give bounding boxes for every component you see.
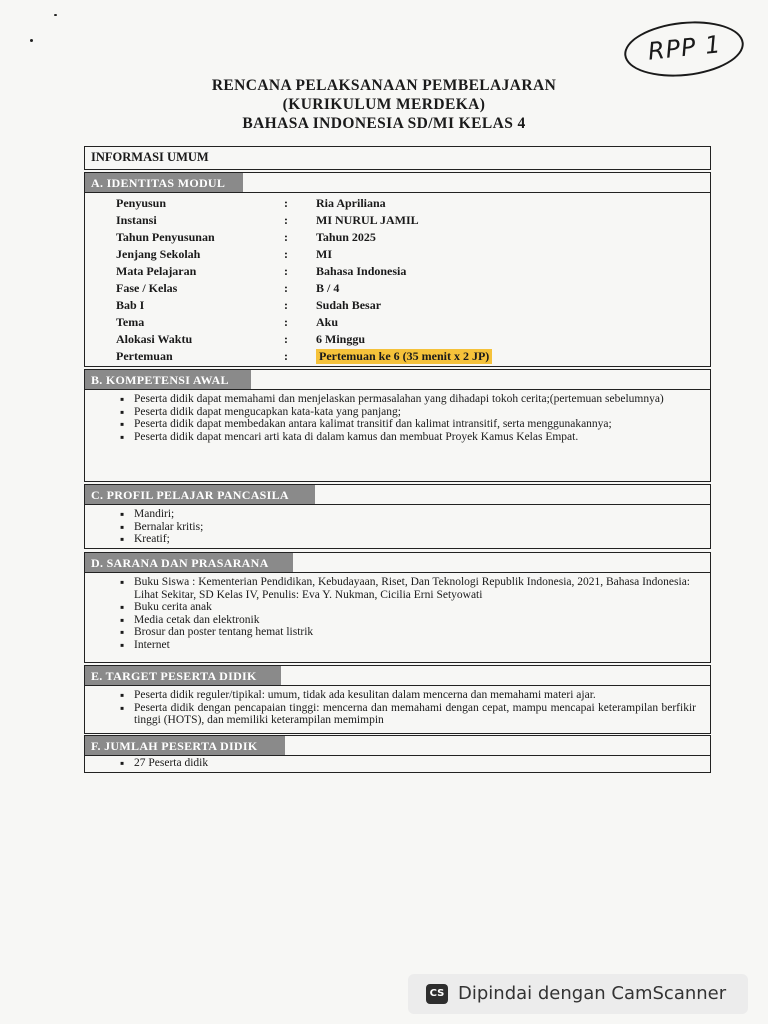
row-label: Tema [116, 315, 145, 329]
identitas-row [116, 332, 676, 348]
row-colon: : [284, 315, 288, 329]
scan-speck [54, 14, 57, 16]
row-label: Mata Pelajaran [116, 264, 197, 278]
list-item: ▪ Bernalar kritis; [118, 521, 696, 534]
identitas-row [116, 264, 676, 280]
identitas-row [116, 196, 676, 212]
section-sarana-header [84, 552, 711, 573]
section-target-title: E. TARGET PESERTA DIDIK [85, 666, 281, 685]
row-value: Ria Apriliana [316, 196, 386, 210]
section-identitas-title: A. IDENTITAS MODUL [85, 173, 243, 192]
row-label: Bab I [116, 298, 145, 312]
profil-list [118, 508, 696, 546]
scan-speck [30, 39, 33, 42]
list-item: ▪ Mandiri; [118, 508, 696, 521]
target-list [118, 689, 696, 727]
document-title: RENCANA PELAKSANAAN PEMBELAJARAN [211, 77, 557, 94]
row-label: Alokasi Waktu [116, 332, 193, 346]
informasi-umum-box [84, 146, 711, 170]
row-value: Sudah Besar [316, 298, 382, 312]
sarana-list [118, 576, 696, 651]
handwritten-note: RPP 1 [646, 30, 723, 66]
section-kompetensi-title: B. KOMPETENSI AWAL [85, 370, 251, 389]
identitas-row [116, 315, 676, 331]
list-item: ▪ Media cetak dan elektronik [118, 614, 696, 627]
document-subtitle: (KURIKULUM MERDEKA) [282, 96, 486, 113]
section-kompetensi-header [84, 369, 711, 390]
kompetensi-list [118, 393, 696, 443]
list-item: ▪ Peserta didik dapat mencari arti kata di dalam kamus dan membuat Proyek Kamus Kelas Empat. [118, 431, 696, 444]
row-value: Bahasa Indonesia [316, 264, 407, 278]
row-label: Penyusun [116, 196, 167, 210]
list-item: ▪ Kreatif; [118, 533, 696, 546]
list-item: ▪ Buku cerita anak [118, 601, 696, 614]
row-colon: : [284, 213, 288, 227]
list-item: ▪ 27 Peserta didik [118, 757, 696, 770]
section-target-header [84, 665, 711, 686]
row-value: MI NURUL JAMIL [316, 213, 419, 227]
list-item: ▪ Peserta didik reguler/tipikal: umum, tidak ada kesulitan dalam mencerna dan memahami materi ajar. [118, 689, 696, 702]
section-profil-title: C. PROFIL PELAJAR PANCASILA [85, 485, 315, 504]
jumlah-list [118, 757, 696, 770]
list-item: ▪ Peserta didik dengan pencapaian tinggi: mencerna dan memahami dengan cepat, mampu mencapai keterampilan berfikir tinggi (HOTS), dan memiliki keterampilan memimpin [118, 702, 696, 727]
list-item: ▪ Buku Siswa : Kementerian Pendidikan, Kebudayaan, Riset, Dan Teknologi Republik Indonesia, 2021, Bahasa Indonesia: Lihat Sekitar, SD Kelas IV, Penulis: Eva Y. Nukman, Cicilia Erni Setyowati [118, 576, 696, 601]
row-value: Aku [316, 315, 339, 329]
document-subject: BAHASA INDONESIA SD/MI KELAS 4 [242, 115, 526, 132]
list-item: ▪ Internet [118, 639, 696, 652]
camscanner-label: Dipindai dengan CamScanner [458, 983, 727, 1004]
list-item: ▪ Peserta didik dapat membedakan antara kalimat transitif dan kalimat intransitif, serta menggunakannya; [118, 418, 696, 431]
row-value: B / 4 [316, 281, 340, 295]
section-jumlah-header [84, 735, 711, 756]
section-identitas-header [84, 172, 711, 193]
camscanner-logo-icon: CS [426, 984, 448, 1004]
list-item: ▪ Peserta didik dapat mengucapkan kata-kata yang panjang; [118, 406, 696, 419]
row-colon: : [284, 196, 288, 210]
row-label: Tahun Penyusunan [116, 230, 215, 244]
section-profil-header [84, 484, 711, 505]
handwritten-annotation [622, 16, 747, 82]
row-label: Pertemuan [116, 349, 173, 363]
identitas-row [116, 298, 676, 314]
list-item: ▪ Peserta didik dapat memahami dan menjelaskan permasalahan yang dihadapi tokoh cerita;(pertemuan sebelumnya) [118, 393, 696, 406]
row-value: MI [316, 247, 332, 261]
row-colon: : [284, 298, 288, 312]
row-colon: : [284, 247, 288, 261]
row-colon: : [284, 332, 288, 346]
camscanner-watermark [408, 974, 748, 1014]
identitas-row [116, 281, 676, 297]
list-item: ▪ Brosur dan poster tentang hemat listrik [118, 626, 696, 639]
row-value-highlighted: Pertemuan ke 6 (35 menit x 2 JP) [316, 349, 492, 364]
row-value: 6 Minggu [316, 332, 366, 346]
identitas-row [116, 213, 676, 229]
section-jumlah-title: F. JUMLAH PESERTA DIDIK [85, 736, 285, 755]
row-colon: : [284, 281, 288, 295]
row-colon: : [284, 230, 288, 244]
row-label: Instansi [116, 213, 157, 227]
row-colon: : [284, 264, 288, 278]
identitas-row [116, 349, 676, 365]
row-value: Tahun 2025 [316, 230, 376, 244]
identitas-row [116, 230, 676, 246]
row-label: Fase / Kelas [116, 281, 178, 295]
section-sarana-title: D. SARANA DAN PRASARANA [85, 553, 293, 572]
row-colon: : [284, 349, 288, 363]
identitas-row [116, 247, 676, 263]
informasi-umum-label: INFORMASI UMUM [91, 150, 209, 164]
row-label: Jenjang Sekolah [116, 247, 201, 261]
